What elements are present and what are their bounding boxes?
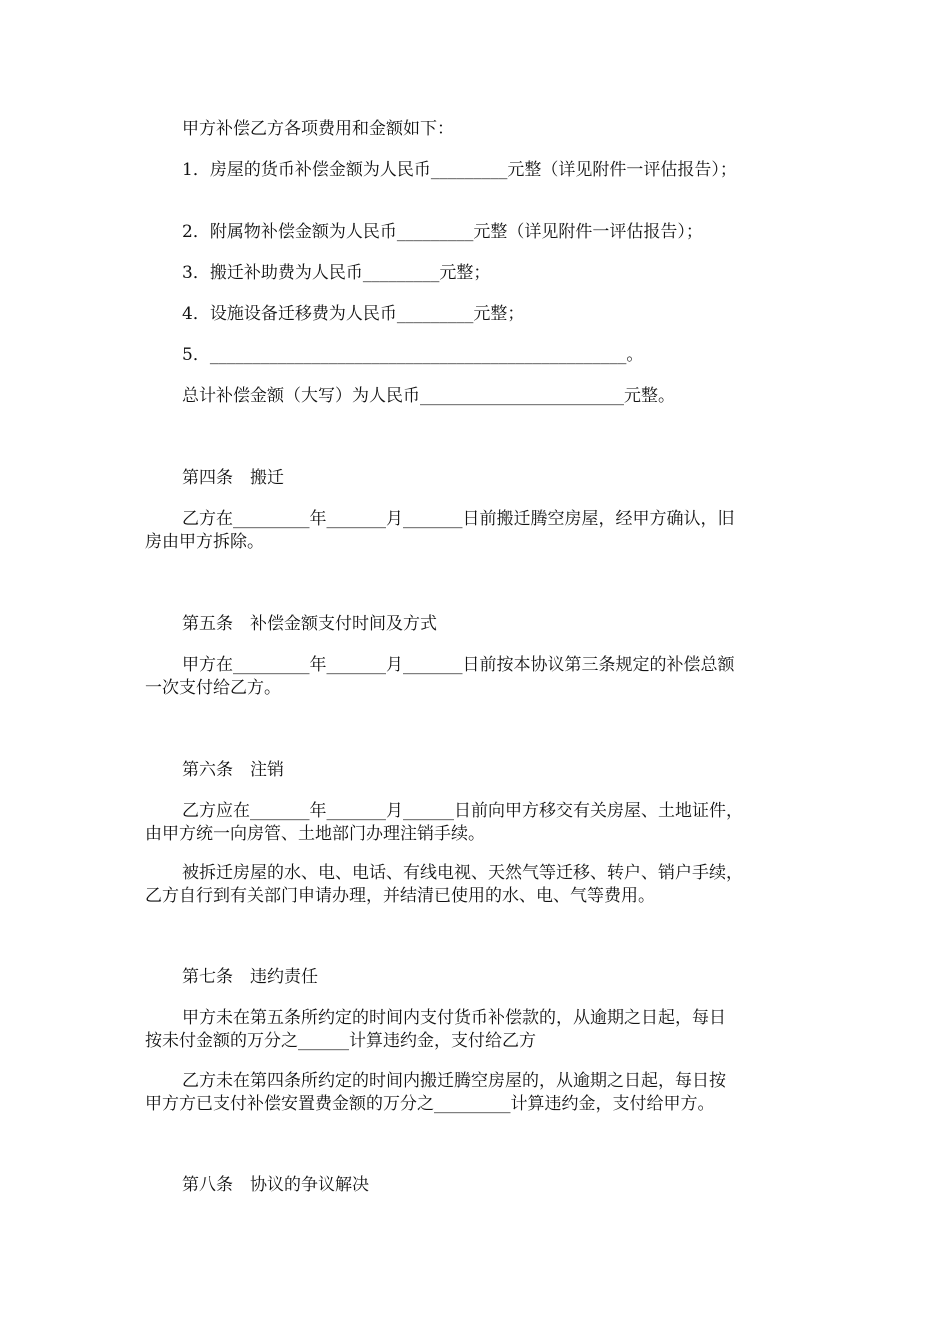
article-6-paragraph-line: 乙方应在_______年_______月______日前向甲方移交有关房屋、土地证件，	[182, 801, 743, 821]
total-compensation: 总计补偿金额（大写）为人民币________________________元整。	[182, 386, 675, 406]
article-6-paragraph-line: 被拆迁房屋的水、电、电话、有线电视、天然气等迁移、转户、销户手续，	[182, 863, 743, 883]
item-4-equipment-relocation: 4．设施设备迁移费为人民币_________元整；	[182, 304, 525, 324]
article-7-heading: 第七条 违约责任	[182, 967, 318, 987]
item-1-house-compensation: 1．房屋的货币补偿金额为人民币_________元整（详见附件一评估报告）；	[182, 160, 737, 180]
article-4-heading: 第四条 搬迁	[182, 468, 284, 488]
item-3-relocation-subsidy: 3．搬迁补助费为人民币_________元整；	[182, 263, 491, 283]
article-7-paragraph-line: 甲方方已支付补偿安置费金额的万分之_________计算违约金，支付给甲方。	[145, 1094, 715, 1114]
article-6-paragraph-line: 由甲方统一向房管、土地部门办理注销手续。	[145, 824, 485, 844]
article-6-paragraph-line: 乙方自行到有关部门申请办理，并结清已使用的水、电、气等费用。	[145, 886, 655, 906]
article-7-paragraph-line: 乙方未在第四条所约定的时间内搬迁腾空房屋的，从逾期之日起，每日按	[182, 1071, 726, 1091]
item-2-attachments-compensation: 2．附属物补偿金额为人民币_________元整（详见附件一评估报告）；	[182, 222, 703, 242]
article-7-paragraph-line: 甲方未在第五条所约定的时间内支付货币补偿款的，从逾期之日起，每日	[182, 1008, 726, 1028]
intro-paragraph: 甲方补偿乙方各项费用和金额如下：	[182, 119, 454, 139]
article-5-heading: 第五条 补偿金额支付时间及方式	[182, 614, 437, 634]
article-6-heading: 第六条 注销	[182, 760, 284, 780]
article-5-paragraph-line: 一次支付给乙方。	[145, 678, 281, 698]
item-5-blank: 5．_________________________________________________。	[182, 345, 644, 365]
article-5-paragraph-line: 甲方在_________年_______月_______日前按本协议第三条规定的补偿总额	[182, 655, 735, 675]
article-8-heading: 第八条 协议的争议解决	[182, 1175, 369, 1195]
article-4-paragraph-line: 房由甲方拆除。	[145, 532, 264, 552]
article-4-paragraph-line: 乙方在_________年_______月_______日前搬迁腾空房屋，经甲方确认，旧	[182, 509, 735, 529]
article-7-paragraph-line: 按未付金额的万分之______计算违约金，支付给乙方	[145, 1031, 536, 1051]
